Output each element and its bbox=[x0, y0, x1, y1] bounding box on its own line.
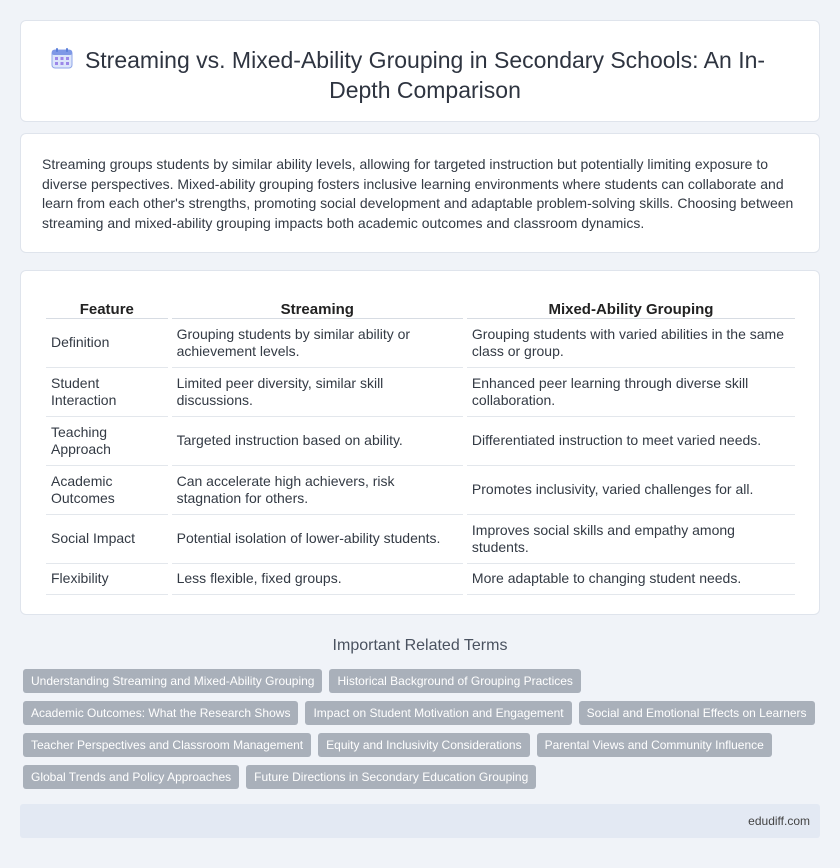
feature-cell: Student Interaction bbox=[46, 368, 168, 417]
streaming-cell: Less flexible, fixed groups. bbox=[172, 564, 463, 595]
related-term-tag[interactable]: Teacher Perspectives and Classroom Management bbox=[23, 733, 311, 757]
related-term-tag[interactable]: Social and Emotional Effects on Learners bbox=[579, 701, 815, 725]
related-term-tag[interactable]: Equity and Inclusivity Considerations bbox=[318, 733, 529, 757]
related-terms-list bbox=[23, 669, 823, 797]
mixed-cell: Enhanced peer learning through diverse skill collaboration. bbox=[467, 368, 795, 417]
footer bbox=[20, 804, 820, 838]
intro-paragraph: Streaming groups students by similar ability levels, allowing for targeted instruction but potentially limiting exposure to diverse perspectives. Mixed-ability grouping fosters inclusive learning environments where students can collaborate and learn from each other's strengths, promoting social development and adaptable problem-solving skills. Choosing between streaming and mixed-ability grouping impacts both academic outcomes and classroom dynamics. bbox=[42, 156, 794, 231]
related-terms-heading: Important Related Terms bbox=[332, 637, 508, 654]
comparison-table bbox=[42, 296, 799, 595]
related-term-tag[interactable]: Future Directions in Secondary Education Grouping bbox=[246, 765, 536, 789]
mixed-cell: Improves social skills and empathy among students. bbox=[467, 515, 795, 564]
page-title: Streaming vs. Mixed-Ability Grouping in Secondary Schools: An In-Depth Comparison bbox=[84, 47, 766, 103]
intro-card bbox=[20, 133, 820, 253]
table-row bbox=[46, 319, 795, 368]
feature-cell: Academic Outcomes bbox=[46, 466, 168, 515]
table-row bbox=[46, 564, 795, 595]
streaming-cell: Can accelerate high achievers, risk stagnation for others. bbox=[172, 466, 463, 515]
table-header-row bbox=[46, 296, 795, 319]
related-term-tag[interactable]: Historical Background of Grouping Practices bbox=[329, 669, 580, 693]
feature-cell: Definition bbox=[46, 319, 168, 368]
title-card bbox=[20, 20, 820, 122]
feature-cell: Teaching Approach bbox=[46, 417, 168, 466]
streaming-cell: Limited peer diversity, similar skill discussions. bbox=[172, 368, 463, 417]
feature-cell: Flexibility bbox=[46, 564, 168, 595]
mixed-cell: Differentiated instruction to meet varied needs. bbox=[467, 417, 795, 466]
streaming-cell: Potential isolation of lower-ability students. bbox=[172, 515, 463, 564]
site-name[interactable]: edudiff.com bbox=[748, 814, 810, 828]
table-row bbox=[46, 466, 795, 515]
related-term-tag[interactable]: Academic Outcomes: What the Research Shows bbox=[23, 701, 298, 725]
comparison-card bbox=[20, 270, 820, 615]
table-row bbox=[46, 368, 795, 417]
table-row bbox=[46, 515, 795, 564]
header-mixed-ability: Mixed-Ability Grouping bbox=[467, 296, 795, 319]
mixed-cell: Promotes inclusivity, varied challenges for all. bbox=[467, 466, 795, 515]
table-row bbox=[46, 417, 795, 466]
related-term-tag[interactable]: Impact on Student Motivation and Engagement bbox=[305, 701, 571, 725]
related-term-tag[interactable]: Global Trends and Policy Approaches bbox=[23, 765, 239, 789]
related-term-tag[interactable]: Understanding Streaming and Mixed-Ability Grouping bbox=[23, 669, 322, 693]
mixed-cell: Grouping students with varied abilities in the same class or group. bbox=[467, 319, 795, 368]
streaming-cell: Grouping students by similar ability or achievement levels. bbox=[172, 319, 463, 368]
feature-cell: Social Impact bbox=[46, 515, 168, 564]
mixed-cell: More adaptable to changing student needs. bbox=[467, 564, 795, 595]
header-streaming: Streaming bbox=[172, 296, 463, 319]
streaming-cell: Targeted instruction based on ability. bbox=[172, 417, 463, 466]
related-term-tag[interactable]: Parental Views and Community Influence bbox=[537, 733, 772, 757]
header-feature: Feature bbox=[46, 296, 168, 319]
